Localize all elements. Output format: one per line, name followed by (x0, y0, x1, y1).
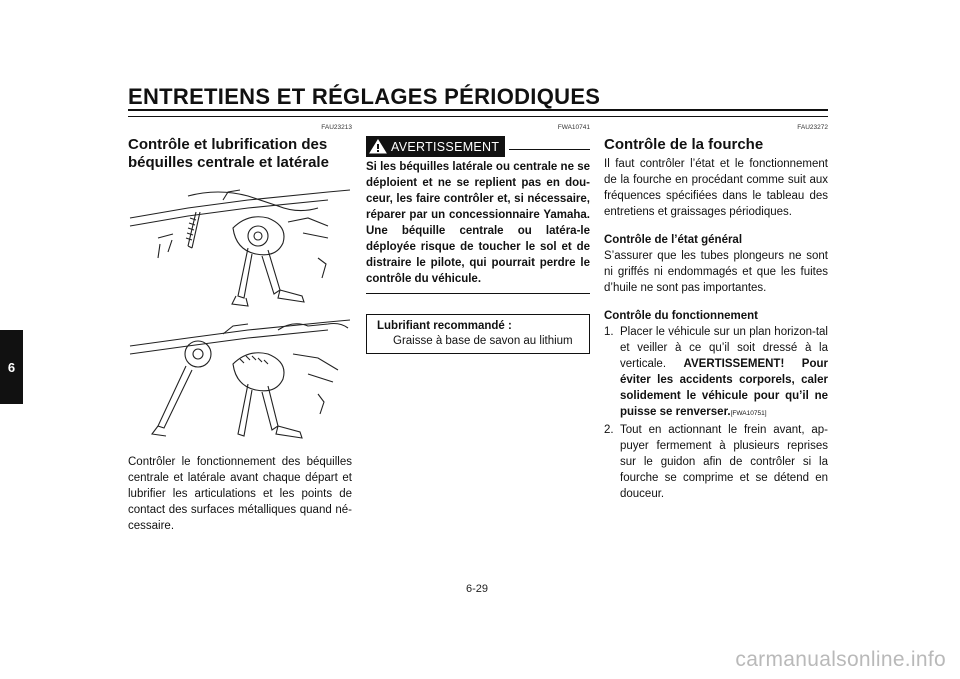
step-text (620, 324, 828, 422)
header-rule (128, 109, 828, 117)
warning-text: Si les béquilles latérale ou centrale ne se déploient et ne se replient pas en dou-ceur, les faire contrôler et, si nécessaire, réparer par un concessionnaire Yamaha. Une béquille centrale ou latéra-le déployée risque de toucher le sol et de distraire le pilote, qui pourrait perdre le contrôle du véhicule. (366, 161, 590, 285)
page-header-title: ENTRETIENS ET RÉGLAGES PÉRIODIQUES (128, 84, 601, 109)
step-warning-code: [FWA10751] (730, 410, 767, 417)
warning-label: AVERTISSEMENT (391, 139, 500, 154)
warning-header (366, 136, 590, 157)
page-number: 6-29 (466, 583, 489, 595)
general-heading: Contrôle de l’état général (604, 234, 743, 246)
warning-bottom-rule (366, 293, 590, 294)
warning-rule (509, 149, 590, 150)
section-heading: Contrôle et lubrification des béquilles centrale et latérale (128, 136, 329, 171)
section-body: Contrôler le fonctionnement des béquilles centrale et latérale avant chaque départ et lubrifier les articulations et les points de contact des surfaces métalliques quand né-cessaire. (128, 456, 352, 532)
step-text: Tout en actionnant le frein avant, ap-puyer fermement à plusieurs reprises sur le guidon afin de contrôler si la fourche se comprime et se détend en douceur. (620, 424, 828, 500)
list-item (604, 324, 828, 422)
step-warning: AVERTISSEMENT! Pour éviter les accidents corporels, caler solidement le véhicule pour qu’il ne puisse se renverser. (620, 358, 828, 418)
step-list (604, 324, 828, 502)
middle-column (366, 124, 590, 354)
watermark: carmanualsonline.info (735, 648, 946, 671)
intro-text: Il faut contrôler l’état et le fonctionnement de la fourche en procédant comme suit aux fréquences spécifiées dans le tableau des entretiens et graissages périodiques. (604, 158, 828, 218)
section-code: FAU23213 (321, 124, 352, 131)
warning-triangle-icon (369, 139, 387, 154)
list-item (604, 422, 828, 502)
section-code: FAU23272 (797, 124, 828, 131)
general-text: S’assurer que les tubes plongeurs ne sont ni griffés ni endommagés et que les fuites d’huile ne sont pas importantes. (604, 250, 828, 294)
section-heading: Contrôle de la fourche (604, 136, 764, 153)
warning-badge (366, 136, 505, 157)
left-column (128, 124, 352, 546)
warning-code: FWA10741 (557, 124, 590, 131)
lubricant-box (366, 314, 590, 354)
step-body: Placer le véhicule sur un plan horizon-tal et veiller à ce qu’il soit dressé à la verticale. (620, 326, 828, 370)
right-column (604, 124, 828, 502)
step-number: 2. (604, 424, 614, 436)
centerstand-illustration (128, 178, 352, 310)
chapter-tab[interactable]: 6 (0, 330, 23, 404)
step-number: 1. (604, 326, 614, 338)
function-heading: Contrôle du fonctionnement (604, 310, 758, 322)
lubricant-value: Graisse à base de savon au lithium (393, 335, 573, 347)
sidestand-illustration (128, 314, 352, 446)
lubricant-title: Lubrifiant recommandé : (377, 320, 512, 332)
